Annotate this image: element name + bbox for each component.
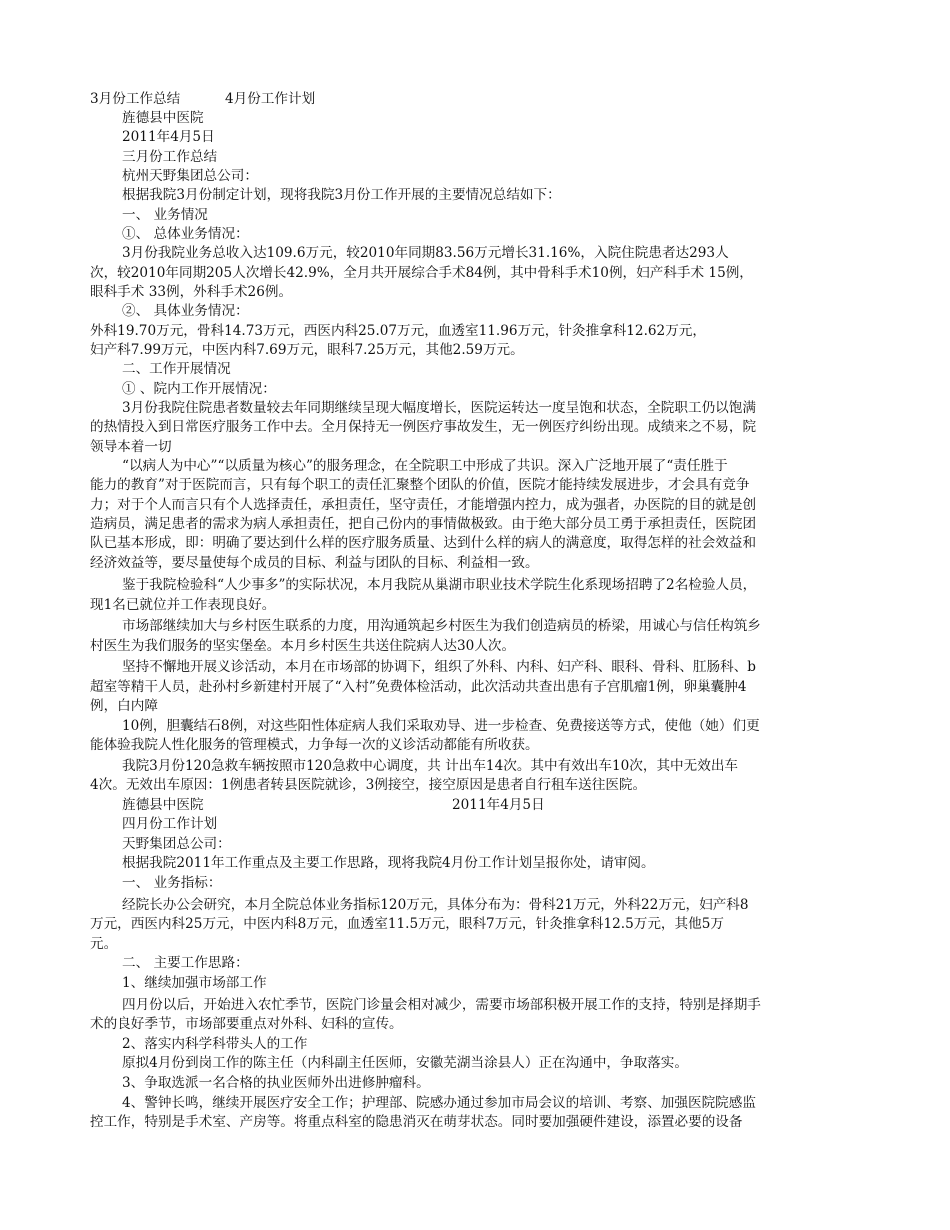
paragraph-line: 元。 xyxy=(90,936,118,952)
paragraph-line: 经济效益等，要尽量使每个成员的目标、利益与团队的目标、利益相一致。 xyxy=(90,555,539,571)
paragraph-line: 原拟4月份到岗工作的陈主任（内科副主任医师，安徽芜湖当涂县人）正在沟通中，争取落实。 xyxy=(122,1055,688,1071)
heading-march-summary: 3月份工作总结 xyxy=(90,91,181,107)
paragraph-line: 妇产科7.99万元，中医内科7.69万元，眼科7.25万元，其他2.59万元。 xyxy=(90,342,524,358)
paragraph-line: 坚持不懈地开展义诊活动，本月在市场部的协调下，组织了外科、内科、妇产科、眼科、骨科、肛肠科、b xyxy=(122,659,757,675)
paragraph-line: 4次。无效出车原因：1例患者转县医院就诊，3例接空，接空原因是患者自行租车送往医院。 xyxy=(90,777,647,793)
intro-paragraph: 根据我院3月份制定计划，现将我院3月份工作开展的主要情况总结如下： xyxy=(122,187,561,203)
paragraph-line: 3月份我院住院患者数量较去年同期继续呈现大幅度增长，医院运转达一度呈饱和状态，全院职工仍以饱满 xyxy=(122,400,756,416)
paragraph-line: 术的良好季节，市场部要重点对外科、妇科的宣传。 xyxy=(90,1016,403,1032)
paragraph-line: 四月份以后，开始进入农忙季节，医院门诊量会相对减少，需要市场部积极开展工作的支持，特别是择期手 xyxy=(122,997,761,1013)
list-item-heading: 2、落实内科学科带头人的工作 xyxy=(122,1036,308,1052)
plan-title: 四月份工作计划 xyxy=(122,816,218,832)
paragraph-line: 村医生为我们服务的坚实堡垒。本月乡村医生共送住院病人达30人次。 xyxy=(90,638,516,654)
report-title: 三月份工作总结 xyxy=(122,149,218,165)
paragraph-line: 领导本着一切 xyxy=(90,439,172,455)
paragraph-line: 10例，胆囊结石8例，对这些阳性体症病人我们采取劝导、进一步检查、免费接送等方式，使他（她）们更 xyxy=(122,718,760,734)
paragraph-line: 3月份我院业务总收入达109.6万元，较2010年同期83.56万元增长31.16%，入院住院患者达293人 xyxy=(122,245,729,261)
paragraph-line: 能体验我院人性化服务的管理模式，力争每一次的义诊活动都能有所收获。 xyxy=(90,737,539,753)
section-heading: 一、 业务指标： xyxy=(122,875,222,891)
signature-date: 2011年4月5日 xyxy=(452,797,545,813)
paragraph-line: 外科19.70万元，骨科14.73万元，西医内科25.07万元，血透室11.96万元，针灸推拿科12.62万元， xyxy=(90,323,706,339)
subsection-heading: ②、 具体业务情况： xyxy=(122,303,249,319)
paragraph-line: 经院长办公会研究，本月全院总体业务指标120万元，具体分布为：骨科21万元，外科22万元，妇产科8 xyxy=(122,897,749,913)
paragraph-line: 次，较2010年同期205人次增长42.9%，全月共开展综合手术84例，其中骨科手术10例，妇产科手术 15例， xyxy=(90,265,753,281)
paragraph-line: 造病员，满足患者的需求为病人承担责任，把自己份内的事情做极致。由于绝大部分员工勇于承担责任，医院团 xyxy=(90,516,757,532)
plan-addressee: 天野集团总公司： xyxy=(122,836,231,852)
section-heading: 二、工作开展情况 xyxy=(122,361,231,377)
subsection-heading: ①、 总体业务情况： xyxy=(122,226,249,242)
paragraph-line: 市场部继续加大与乡村医生联系的力度，用沟通筑起乡村医生为我们创造病员的桥梁，用诚心与信任构筑乡 xyxy=(122,618,761,634)
subsection-heading: ① 、院内工作开展情况： xyxy=(122,381,276,397)
paragraph-line: 万元，西医内科25万元，中医内科8万元，血透室11.5万元，眼科7万元，针灸推拿科12.5万元，其他5万 xyxy=(90,916,724,932)
list-item-heading: 1、继续加强市场部工作 xyxy=(122,975,267,991)
report-date: 2011年4月5日 xyxy=(122,129,215,145)
paragraph-line: 4、警钟长鸣，继续开展医疗安全工作；护理部、院感办通过参加市局会议的培训、考察、加强医院院感监 xyxy=(122,1095,756,1111)
paragraph-line: 的热情投入到日常医疗服务工作中去。全月保持无一例医疗事故发生，无一例医疗纠纷出现。成绩来之不易，院 xyxy=(90,419,757,435)
paragraph-line: 我院3月份120急救车辆按照市120急救中心调度，共 计出车14次。其中有效出车10次，其中无效出车 xyxy=(122,758,739,774)
list-item-heading: 3、争取选派一名合格的执业医师外出进修肿瘤科。 xyxy=(122,1075,430,1091)
paragraph-line: 力；对于个人而言只有个人选择责任，承担责任，坚守责任，才能增强内控力，成为强者，办医院的目的就是创 xyxy=(90,497,757,513)
paragraph-line: 眼科手术 33例，外科手术26例。 xyxy=(90,284,293,300)
section-heading: 一、 业务情况 xyxy=(122,207,208,223)
signature-org: 旌德县中医院 xyxy=(122,797,204,813)
paragraph-line: 超室等精干人员，赴孙村乡新建村开展了“入村”免费体检活动，此次活动共查出患有子宫肌瘤1例，卵巢囊肿4 xyxy=(90,679,747,695)
plan-intro: 根据我院2011年工作重点及主要工作思路，现将我院4月份工作计划呈报你处，请审阅。 xyxy=(122,855,655,871)
signature-line xyxy=(0,796,950,815)
addressee: 杭州天野集团总公司： xyxy=(122,168,258,184)
paragraph-line: “以病人为中心”“以质量为核心”的服务理念，在全院职工中形成了共识。深入广泛地开展了“责任胜于 xyxy=(122,458,728,474)
section-heading: 二、 主要工作思路： xyxy=(122,955,249,971)
paragraph-line: 鉴于我院检验科“人少事多”的实际状况，本月我院从巢湖市职业技术学院生化系现场招聘了2名检验人员， xyxy=(122,577,757,593)
paragraph-line: 控工作，特别是手术室、产房等。将重点科室的隐患消灭在萌芽状态。同时要加强硬件建设，添置必要的设备 xyxy=(90,1114,743,1130)
paragraph-line: 队已基本形成，即：明确了要达到什么样的医疗服务质量、达到什么样的病人的满意度，取得怎样的社会效益和 xyxy=(90,535,757,551)
paragraph-line: 现1名已就位并工作表现良好。 xyxy=(90,597,276,613)
paragraph-line: 例，白内障 xyxy=(90,698,158,714)
document-heading xyxy=(0,90,950,109)
paragraph-line: 能力的教育”对于医院而言，只有每个职工的责任汇聚整个团队的价值，医院才能持续发展进步，才会具有竞争 xyxy=(90,477,750,493)
org-name: 旌德县中医院 xyxy=(122,110,204,126)
heading-april-plan: 4月份工作计划 xyxy=(225,91,316,107)
